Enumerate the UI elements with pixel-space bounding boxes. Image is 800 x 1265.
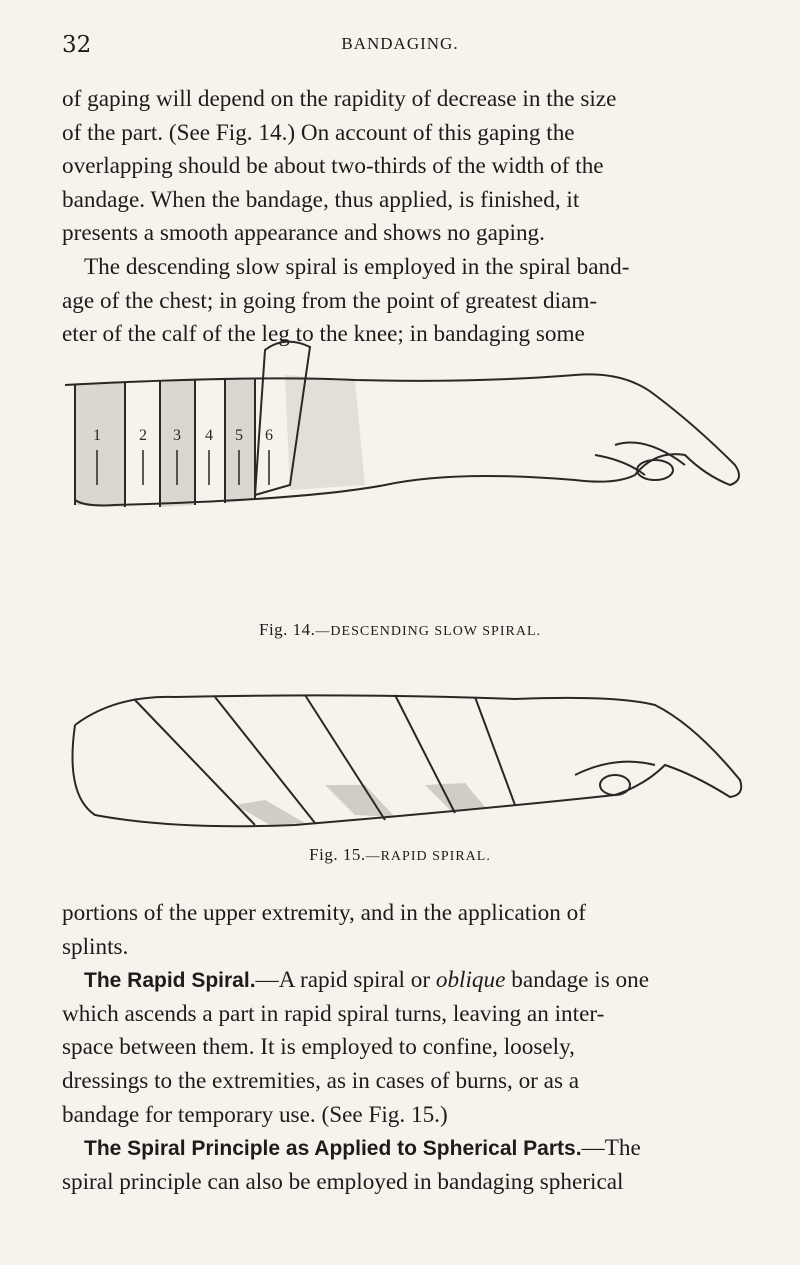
text-line: eter of the calf of the leg to the knee; in bandaging some <box>62 321 585 348</box>
text-line: bandage for temporary use. (See Fig. 15.) <box>62 1101 448 1128</box>
figure-15-title: —RAPID SPIRAL. <box>365 849 491 864</box>
arm-bandage-drawing <box>55 335 745 605</box>
text-run: —The <box>581 1135 641 1162</box>
figure-15-illustration <box>55 685 745 835</box>
turn-number: 5 <box>235 427 243 444</box>
turn-number: 6 <box>265 427 273 444</box>
running-head <box>62 32 738 62</box>
turn-number: 4 <box>205 427 213 444</box>
turn-number: 3 <box>173 427 181 444</box>
text-line: dressings to the extremities, as in cases of burns, or as a <box>62 1067 580 1094</box>
figure-15-label: Fig. 15. <box>309 845 366 864</box>
section-heading-rapid-spiral: The Rapid Spiral. <box>84 969 256 993</box>
text-run: —A rapid spiral or <box>255 967 436 994</box>
text-line: of the part. (See Fig. 14.) On account of this gaping the <box>62 119 575 146</box>
text-line <box>62 1132 738 1166</box>
text-line: overlapping should be about two-thirds of the width of the <box>62 153 604 180</box>
text-line: space between them. It is employed to confine, loosely, <box>62 1034 575 1061</box>
text-line: presents a smooth appearance and shows no gaping. <box>62 220 545 247</box>
page-number: 32 <box>62 32 92 58</box>
figure-14-label: Fig. 14. <box>258 620 316 639</box>
text-line: splints. <box>62 933 129 960</box>
italic-term: oblique <box>435 967 506 994</box>
text-line: portions of the upper extremity, and in the application of <box>62 900 586 926</box>
turn-number: 2 <box>139 427 147 444</box>
text-line: The descending slow spiral is employed in the spiral band- <box>84 253 630 280</box>
running-title: BANDAGING. <box>341 34 459 53</box>
text-line <box>62 964 738 998</box>
turn-number: 1 <box>93 427 101 444</box>
paragraph-bottom <box>62 897 738 1199</box>
text-line: which ascends a part in rapid spiral turns, leaving an inter- <box>62 1000 605 1027</box>
figure-14-title: —DESCENDING SLOW SPIRAL. <box>315 624 542 639</box>
text-line: spiral principle can also be employed in bandaging spherical <box>62 1168 624 1195</box>
paragraph-top <box>62 83 738 352</box>
figure-15-caption <box>0 845 800 865</box>
figure-14-caption <box>0 620 800 640</box>
text-line: age of the chest; in going from the point of greatest diam- <box>62 287 598 314</box>
text-line: of gaping will depend on the rapidity of decrease in the size <box>62 86 617 112</box>
text-run: bandage is one <box>505 967 650 994</box>
section-heading-spherical-parts: The Spiral Principle as Applied to Spherical Parts. <box>84 1137 582 1161</box>
text-line: bandage. When the bandage, thus applied, is finished, it <box>62 186 580 213</box>
figure-14-illustration <box>55 335 745 605</box>
arm-rapid-spiral-drawing <box>55 685 745 835</box>
